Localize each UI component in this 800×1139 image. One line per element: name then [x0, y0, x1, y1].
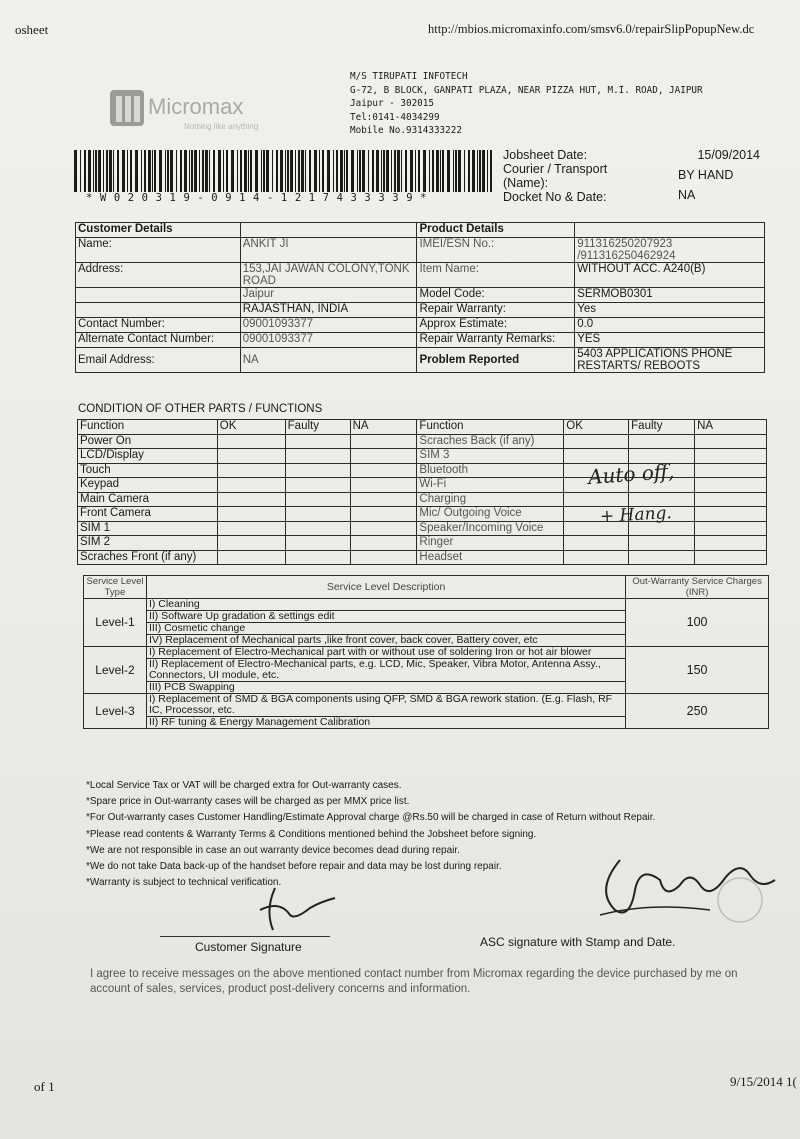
condition-na: [695, 434, 767, 449]
barcode-bar: [244, 150, 247, 192]
condition-na: [350, 434, 417, 449]
customer-address-2: Jaipur: [240, 288, 417, 303]
barcode-bar: [152, 150, 153, 192]
barcode-bar: [176, 150, 177, 192]
condition-row: [78, 536, 767, 551]
condition-na: [695, 521, 767, 536]
note: *Please read contents & Warranty Terms & Conditions mentioned behind the Jobsheet before signing.: [86, 828, 537, 840]
barcode-bar: [113, 150, 114, 192]
model-code-label: Model Code:: [417, 288, 575, 303]
level-2-item: II) Replacement of Electro-Mechanical parts, e.g. LCD, Mic, Speaker, Vibra Motor, Antenna Assy., Connectors, UI module, etc.: [146, 659, 625, 682]
barcode-bar: [237, 150, 238, 192]
barcode-bar: [442, 150, 444, 192]
condition-function-right: Ringer: [417, 536, 564, 551]
service-desc-header: Service Level Description: [146, 576, 625, 599]
svg-text:Micromax: Micromax: [148, 94, 244, 119]
barcode-bar: [106, 150, 108, 192]
barcode-bar: [127, 150, 128, 192]
barcode-bar: [415, 150, 416, 192]
imei-values: [575, 238, 765, 263]
customer-signature-label: Customer Signature: [195, 940, 302, 954]
level-1-item: III) Cosmetic change: [146, 623, 625, 635]
customer-product-table: [75, 222, 765, 373]
barcode-bar: [250, 150, 252, 192]
barcode-bar: [309, 150, 311, 192]
barcode-bar: [319, 150, 320, 192]
print-footer-left: of 1: [34, 1079, 55, 1094]
barcode-bar: [191, 150, 193, 192]
barcode-bar: [410, 150, 413, 192]
jobsheet-date-label: Jobsheet Date:: [503, 148, 588, 162]
barcode-bar: [346, 150, 348, 192]
barcode-bar: [165, 150, 166, 192]
item-name: WITHOUT ACC. A240(B): [575, 263, 765, 288]
barcode-bar: [154, 150, 156, 192]
condition-header-ok: OK: [217, 420, 285, 435]
barcode-bar: [477, 150, 478, 192]
condition-function-right: Headset: [417, 550, 564, 565]
condition-na: [695, 449, 767, 464]
barcode-bar: [359, 150, 361, 192]
barcode-bar: [290, 150, 293, 192]
condition-na: [350, 492, 417, 507]
courier-label: Courier / Transport (Name):: [503, 162, 608, 190]
jobsheet-values: [660, 148, 760, 202]
barcode-bar: [209, 150, 210, 192]
barcode-bar: [455, 150, 457, 192]
company-address: G-72, B BLOCK, GANPATI PLAZA, NEAR PIZZA HUT, M.I. ROAD, JAIPUR: [350, 84, 703, 96]
barcode-bar: [301, 150, 304, 192]
condition-header-na: NA: [350, 420, 417, 435]
jobsheet-barcode: [72, 150, 497, 192]
level-2-item: III) PCB Swapping: [146, 682, 625, 694]
condition-na: [695, 463, 767, 478]
condition-faulty: [285, 463, 350, 478]
level-3-charge: 250: [626, 694, 769, 729]
condition-faulty: [285, 550, 350, 565]
barcode-bar: [103, 150, 104, 192]
jobsheet-date: 15/09/2014: [697, 148, 760, 162]
imei-2: /911316250462924: [577, 250, 676, 262]
barcode-bar: [218, 150, 221, 192]
level-3-label: Level-3: [84, 694, 147, 729]
condition-na: [350, 521, 417, 536]
barcode-bar: [468, 150, 470, 192]
level-1-item: II) Software Up gradation & settings edit: [146, 611, 625, 623]
barcode-bar: [423, 150, 426, 192]
barcode-bar: [487, 150, 488, 192]
condition-faulty: [285, 434, 350, 449]
condition-table: [77, 419, 767, 565]
barcode-bar: [194, 150, 197, 192]
condition-ok: [217, 507, 285, 522]
condition-function-left: Scraches Front (if any): [78, 550, 218, 565]
level-2-charge: 150: [626, 647, 769, 694]
repair-warranty-label: Repair Warranty:: [417, 303, 575, 318]
contact-number: 09001093377: [240, 318, 417, 333]
condition-function-right: Wi-Fi: [417, 478, 564, 493]
barcode-bar: [418, 150, 420, 192]
barcode-bar: [226, 150, 228, 192]
condition-faulty: [629, 536, 695, 551]
customer-signature-line: [160, 936, 330, 937]
problem-label: Problem Reported: [417, 348, 575, 373]
barcode-bar: [453, 150, 454, 192]
barcode-bar: [394, 150, 396, 192]
model-code: SERMOB0301: [575, 288, 765, 303]
condition-na: [695, 550, 767, 565]
contact-label: Contact Number:: [76, 318, 241, 333]
barcode-bar: [322, 150, 324, 192]
condition-function-right: Mic/ Outgoing Voice: [417, 507, 564, 522]
service-type-header: Service Level Type: [84, 576, 147, 599]
warranty-remarks-label: Repair Warranty Remarks:: [417, 333, 575, 348]
barcode-bar: [223, 150, 224, 192]
barcode-bar: [95, 150, 97, 192]
condition-ok: [217, 536, 285, 551]
condition-ok: [564, 434, 629, 449]
barcode-bar: [368, 150, 369, 192]
customer-details-header: Customer Details: [76, 223, 241, 238]
condition-function-left: Front Camera: [78, 507, 218, 522]
barcode-bar: [391, 150, 392, 192]
condition-ok: [217, 521, 285, 536]
svg-text:Nothing like anything: Nothing like anything: [184, 122, 259, 131]
condition-ok: [564, 550, 629, 565]
condition-function-left: Main Camera: [78, 492, 218, 507]
condition-na: [695, 478, 767, 493]
terms-notes: [86, 778, 655, 891]
barcode-bar: [482, 150, 485, 192]
note: *We do not take Data back-up of the handset before repair and data may be lost during repair.: [86, 861, 502, 873]
barcode-bar: [472, 150, 475, 192]
company-name: M/S TIRUPATI INFOTECH: [350, 71, 468, 82]
barcode-bar: [255, 150, 258, 192]
barcode-bar: [458, 150, 461, 192]
barcode-bar: [295, 150, 296, 192]
barcode-bar: [386, 150, 389, 192]
note: *Spare price in Out-warranty cases will be charged as per MMX price list.: [86, 796, 410, 808]
condition-faulty: [285, 492, 350, 507]
barcode-bar: [159, 150, 162, 192]
condition-ok: [217, 550, 285, 565]
barcode-bar: [490, 150, 492, 192]
condition-row: [78, 550, 767, 565]
level-2-label: Level-2: [84, 647, 147, 694]
condition-ok: [217, 492, 285, 507]
warranty-remarks: YES: [575, 333, 765, 348]
barcode-bar: [436, 150, 439, 192]
customer-address-3: RAJASTHAN, INDIA: [240, 303, 417, 318]
condition-na: [695, 492, 767, 507]
barcode-bar: [397, 150, 400, 192]
barcode-bar: [287, 150, 289, 192]
barcode-bar: [199, 150, 200, 192]
barcode-bar: [285, 150, 286, 192]
barcode-bar: [248, 150, 249, 192]
barcode-bar: [333, 150, 334, 192]
barcode-bar: [184, 150, 187, 192]
courier-value: BY HAND: [678, 168, 734, 182]
barcode-bar: [202, 150, 204, 192]
condition-ok: [564, 536, 629, 551]
name-label: Name:: [76, 238, 241, 263]
condition-function-left: Power On: [78, 434, 218, 449]
condition-faulty: [285, 478, 350, 493]
condition-header-faulty-2: Faulty: [629, 420, 695, 435]
condition-faulty: [629, 550, 695, 565]
micromax-logo: [110, 84, 320, 136]
barcode-bar: [401, 150, 402, 192]
customer-signature-mark: [235, 880, 345, 940]
barcode-bar: [383, 150, 385, 192]
condition-function-left: SIM 2: [78, 536, 218, 551]
barcode-bar: [327, 150, 330, 192]
alt-contact-number: 09001093377: [240, 333, 417, 348]
condition-na: [350, 449, 417, 464]
print-footer-right: 9/15/2014 1(: [730, 1074, 797, 1089]
condition-na: [350, 550, 417, 565]
barcode-bar: [261, 150, 262, 192]
asc-signature-mark: [590, 840, 780, 935]
estimate: 0.0: [575, 318, 765, 333]
condition-na: [350, 478, 417, 493]
note: *We are not responsible in case an out warranty device becomes dead during repair.: [86, 844, 460, 856]
condition-faulty: [285, 449, 350, 464]
barcode-bar: [351, 150, 354, 192]
level-1-item: IV) Replacement of Mechanical parts ,like front cover, back cover, Battery cover, etc: [146, 635, 625, 647]
repair-warranty: Yes: [575, 303, 765, 318]
barcode-bar: [447, 150, 450, 192]
level-1-label: Level-1: [84, 599, 147, 647]
barcode-bar: [357, 150, 358, 192]
barcode-bar: [148, 150, 151, 192]
service-charge-header: Out-Warranty Service Charges (INR): [626, 576, 769, 599]
barcode-bar: [276, 150, 278, 192]
condition-function-right: Bluetooth: [417, 463, 564, 478]
barcode-bar: [213, 150, 215, 192]
condition-function-right: Speaker/Incoming Voice: [417, 521, 564, 536]
condition-header-faulty: Faulty: [285, 420, 350, 435]
level-3-item: II) RF tuning & Energy Management Calibration: [146, 717, 625, 729]
handwritten-note-hang: + Hang.: [599, 503, 673, 527]
barcode-bar: [479, 150, 481, 192]
email-label: Email Address:: [76, 348, 241, 373]
condition-faulty: [285, 507, 350, 522]
barcode-bar: [440, 150, 441, 192]
address-label: Address:: [76, 263, 241, 288]
condition-na: [350, 507, 417, 522]
condition-function-right: Charging: [417, 492, 564, 507]
barcode-bar: [167, 150, 169, 192]
barcode-bar: [93, 150, 94, 192]
company-tel: Tel:0141-4034299: [350, 111, 440, 123]
condition-function-left: Touch: [78, 463, 218, 478]
barcode-bar: [231, 150, 234, 192]
barcode-bar: [170, 150, 173, 192]
condition-ok: [217, 449, 285, 464]
barcode-bar: [98, 150, 101, 192]
barcode-bar: [376, 150, 379, 192]
note: *Warranty is subject to technical verification.: [86, 877, 282, 889]
customer-address-1: 153,JAI JAWAN COLONY,TONK ROAD: [240, 263, 417, 288]
estimate-label: Approx Estimate:: [417, 318, 575, 333]
condition-function-right: Scraches Back (if any): [417, 434, 564, 449]
service-level-table: [83, 575, 769, 729]
condition-ok: [217, 434, 285, 449]
condition-function-left: LCD/Display: [78, 449, 218, 464]
barcode-bar: [340, 150, 343, 192]
barcode-bar: [266, 150, 269, 192]
problem-reported: 5403 APPLICATIONS PHONE RESTARTS/ REBOOTS: [575, 348, 765, 373]
condition-row: [78, 434, 767, 449]
condition-na: [350, 463, 417, 478]
print-header-url: http://mbios.micromaxinfo.com/smsv6.0/repairSlipPopupNew.dc: [428, 22, 755, 36]
barcode-bar: [336, 150, 338, 192]
barcode-bar: [362, 150, 365, 192]
barcode-bar: [429, 150, 430, 192]
company-mobile: Mobile No.9314333222: [350, 125, 462, 136]
print-header-left: osheet: [15, 22, 49, 37]
barcode-bar: [272, 150, 273, 192]
alt-contact-label: Alternate Contact Number:: [76, 333, 241, 348]
condition-title: CONDITION OF OTHER PARTS / FUNCTIONS: [78, 403, 323, 415]
docket-label: Docket No & Date:: [503, 190, 607, 204]
level-1-charge: 100: [626, 599, 769, 647]
barcode-bar: [280, 150, 283, 192]
condition-header-na-2: NA: [695, 420, 767, 435]
condition-header-function: Function: [78, 420, 218, 435]
barcode-text: *W020319-0914-1217433339*: [86, 192, 435, 204]
condition-header-function-2: Function: [417, 420, 564, 435]
condition-function-left: Keypad: [78, 478, 218, 493]
barcode-bar: [141, 150, 142, 192]
barcode-bar: [135, 150, 138, 192]
barcode-bar: [80, 150, 81, 192]
company-city: Jaipur - 302015: [350, 98, 434, 109]
condition-ok: [564, 492, 629, 507]
barcode-bar: [381, 150, 382, 192]
customer-name: ANKIT JI: [240, 238, 417, 263]
docket-value: NA: [678, 188, 696, 202]
condition-function-left: SIM 1: [78, 521, 218, 536]
barcode-bar: [432, 150, 434, 192]
barcode-bar: [205, 150, 208, 192]
barcode-bar: [180, 150, 182, 192]
barcode-bar: [464, 150, 465, 192]
imei-1: 911316250207923: [577, 238, 673, 250]
condition-ok: [217, 463, 285, 478]
barcode-bar: [314, 150, 317, 192]
condition-faulty: [285, 521, 350, 536]
barcode-bar: [344, 150, 345, 192]
condition-na: [695, 507, 767, 522]
product-details-header: Product Details: [417, 223, 575, 238]
note: *Local Service Tax or VAT will be charged extra for Out-warranty cases.: [86, 780, 402, 791]
level-3-item: I) Replacement of SMD & BGA components using QFP, SMD & BGA rework station. (E.g. Flash, RF IC, Processor, etc.: [146, 694, 625, 717]
condition-header-ok-2: OK: [564, 420, 629, 435]
level-1-item: I) Cleaning: [146, 599, 625, 611]
barcode-bar: [305, 150, 306, 192]
barcode-bar: [298, 150, 300, 192]
barcode-bar: [84, 150, 86, 192]
condition-ok: [564, 449, 629, 464]
asc-signature-label: ASC signature with Stamp and Date.: [480, 935, 676, 949]
company-address-block: [350, 70, 703, 138]
imei-label: IMEI/ESN No.:: [417, 238, 575, 263]
barcode-bar: [130, 150, 132, 192]
barcode-bar: [405, 150, 407, 192]
barcode-bar: [122, 150, 125, 192]
handwritten-note-auto-off: Auto off,: [587, 459, 676, 489]
condition-function-right: SIM 3: [417, 449, 564, 464]
item-name-label: Item Name:: [417, 263, 575, 288]
barcode-bar: [88, 150, 91, 192]
condition-na: [695, 536, 767, 551]
barcode-bar: [240, 150, 242, 192]
condition-faulty: [629, 434, 695, 449]
condition-faulty: [285, 536, 350, 551]
jobsheet-labels: [503, 148, 643, 204]
condition-na: [350, 536, 417, 551]
barcode-bar: [189, 150, 190, 192]
note: *For Out-warranty cases Customer Handling/Estimate Approval charge @Rs.50 will be charged in case of Return without Repair.: [86, 812, 656, 824]
email: NA: [240, 348, 417, 373]
barcode-bar: [144, 150, 146, 192]
barcode-bar: [74, 150, 77, 192]
barcode-bar: [109, 150, 112, 192]
barcode-bar: [263, 150, 265, 192]
barcode-bar: [117, 150, 119, 192]
condition-ok: [217, 478, 285, 493]
level-2-item: I) Replacement of Electro-Mechanical part with or without use of soldering Iron or hot air blower: [146, 647, 625, 659]
consent-text: I agree to receive messages on the above mentioned contact number from Micromax regarding the device purchased by me on account of sales, services, product post-delivery concerns and information.: [90, 968, 738, 995]
barcode-bar: [372, 150, 374, 192]
